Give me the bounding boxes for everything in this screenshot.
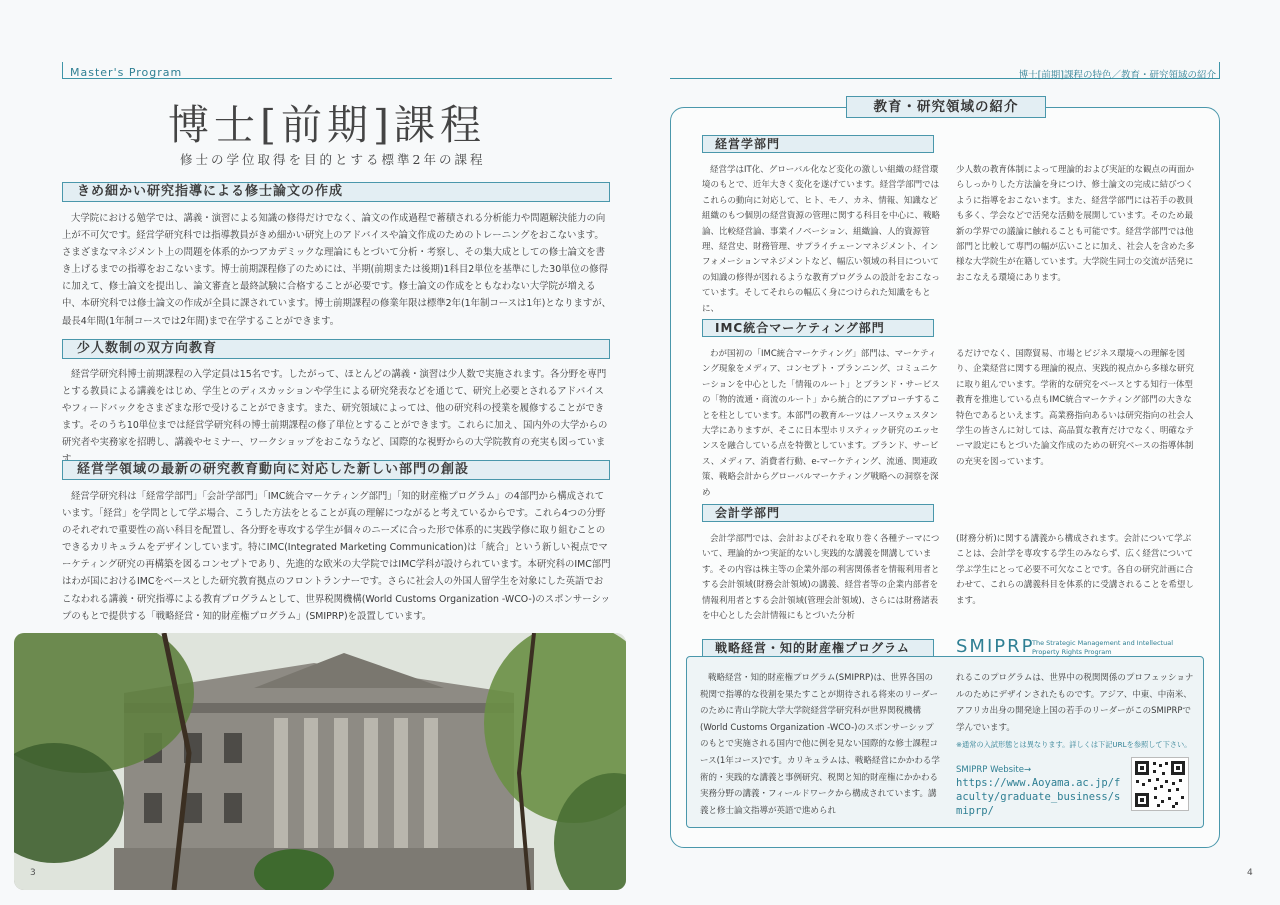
dept-management-col2: 少人数の教育体制によって理論的および実証的な観点の両面からしっかりした方法論を身につけ、修士論文の完成に結びつくように指導をおこないます。また、経営学部門には若手の教員も多く、学会などで活発な活動を展開しています。そのため最新の学界での議論に触れることも可能です。経営学部門では他部門と比較して専門の幅が広いことに加え、社会人を含めた多様な大学院生が在籍しています。大学院生同士の交流が活発におこなえる環境にあります。 xyxy=(956,165,1195,283)
header-tick-right xyxy=(1219,62,1220,79)
page-number-right: 4 xyxy=(1247,868,1253,878)
section-body-thesis: 大学院における勉学では、講義・演習による知識の修得だけでなく、論文の作成過程で蓄積される分析能力や問題解決能力の向上が不可欠です。経営学研究科では指導教員がきめ細かい研究上のアドバイスや論文作成のためのトレーニングをおこないます。さまざまなマネジメント上の問題を体系的かつアカデミックな理論にもとづいて分析・考察し、その集大成としての修士論文を書き上げるまでの指導をおこないます。博士前期課程修了のためには、半期(前期または後期)1科目2単位を基準にした30単位の修得に加えて、修士論文を提出し、論文審査と最終試験に合格することが必要です。修士論文の作成をともなわない大学院が増える中、本研究科では修士論文の作成が全員に課されています。博士前期課程の修業年限は標準2年(1年制コースは1年)となりますが、最長4年間(1年制コースでは2年間)まで在学することができます。 xyxy=(62,213,611,327)
dept-imc-col1: わが国初の「IMC統合マーケティング」部門は、マーケティング現象をメディア、コンセプト・プランニング、コミュニケーションを中心とした「情報のルート」とブランド・サービスの「物的流通・商流のルート」から統合的にアプローチすることを柱としています。本部門の教育ルーツはノースウェスタン大学にありますが、そこに日本型ホリスティック研究のエッセンスを融合している点を特徴としています。ブランド、サービス、メディア、消費者行動、e-マーケティング、流通、関連政策、戦略会計からグローバルマーケティング戦略への洞察を深め xyxy=(702,349,941,498)
dept-heading-management: 経営学部門 xyxy=(702,135,934,153)
section-heading-thesis: きめ細かい研究指導による修士論文の作成 xyxy=(62,182,610,202)
dept-management-col1: 経営学はIT化、グローバル化など変化の激しい組織の経営環境のもとで、近年大きく変化を遂げています。経営学部門ではこれらの動向に対応して、ヒト、モノ、カネ、情報、知識など組織のもつ個別の経営資源の管理に関する科目を中心に、戦略論、比較経営論、事業イノベーション、組織論、人的資源管理、経営史、財務管理、サプライチェーンマネジメント、インフォメーションマネジメントなど、幅広い領域の科目についての知識の修得が図れるような教育プログラムの設計をおこなっています。そしてそれらの幅広く身につけられた知識をもとに、 xyxy=(702,165,941,314)
dept-heading-smiprp: 戦略経営・知的財産権プログラム xyxy=(702,639,934,657)
section-heading-small-class: 少人数制の双方向教育 xyxy=(62,339,610,359)
page-subtitle: 修士の学位取得を目的とする標準2年の課程 xyxy=(180,152,486,167)
smiprp-note: ※通常の入試形態とは異なります。詳しくは下記URLを参照して下さい。 xyxy=(956,740,1192,749)
smiprp-website-label: SMIPRP Website→ xyxy=(956,765,1032,775)
dept-accounting-col2: (財務分析)に関する講義から構成されます。会計について学ぶことは、会計学を専攻する学生のみならず、広く経営について学ぶ学生にとって必要不可欠なことです。各自の研究計画に合わせて、これらの講義科目を体系的に受講されることを希望します。 xyxy=(956,534,1194,606)
page-number-left: 3 xyxy=(30,868,36,878)
campus-building-photo xyxy=(14,633,626,890)
section-heading-new-division: 経営学領域の最新の研究教育動向に対応した新しい部門の創設 xyxy=(62,460,610,480)
dept-heading-imc: IMC統合マーケティング部門 xyxy=(702,319,934,337)
page-title: 博士[前期]課程 xyxy=(168,101,486,149)
section-body-small-class: 経営学研究科博士前期課程の入学定員は15名です。したがって、ほとんどの講義・演習は少人数で実施されます。各分野を専門とする教員による講義をはじめ、学生とのディスカッションや学生による研究発表などを通じて、研究上必要とされるアドバイスやフィードバックをさまざまな形で受けることができます。また、研究領域によっては、他の研究科の授業を履修することができます。そのうち10単位までは経営学研究科の博士前期課程の修了単位とすることができます。これらに加え、国内外の大学からの研究者や実務家を招聘し、講義やセミナー、ワークショップをおこなうなど、国際的な視野からの大学院教育の充実も図っていま xyxy=(62,369,608,449)
dept-heading-accounting: 会計学部門 xyxy=(702,504,934,522)
header-left-label: Master's Program xyxy=(70,66,183,79)
dept-smiprp-col2: れるこのプログラムは、世界中の税関関係のプロフェッショナルのためにデザインされたものです。アジア、中東、中南米、アフリカ出身の開発途上国の若手のリーダーがこのSMIPRPで学んでいます。 xyxy=(956,673,1194,733)
header-tick-left xyxy=(62,62,63,79)
header-right-label: 博士[前期]課程の特色／教育・研究領域の紹介 xyxy=(1018,70,1216,81)
building-illustration xyxy=(14,633,626,890)
smiprp-tagline: The Strategic Management and Intellectual Property Rights Program xyxy=(1032,639,1174,656)
smiprp-logo: SMIPRP xyxy=(956,636,1035,657)
smiprp-url-link[interactable]: https://www.Aoyama.ac.jp/faculty/graduate_business/smiprp/ xyxy=(956,777,1121,817)
panel-title: 教育・研究領域の紹介 xyxy=(846,96,1046,118)
section-body-new-division: 経営学研究科は「経常学部門」「会計学部門」「IMC統合マーケティング部門」「知的財産権プログラム」の4部門から構成されています。「経営」を学問として学ぶ場合、こうした方法をとることが真の理解につながると考えているからです。これら4つの分野のそれぞれで重要性の高い科目を配置し、各分野を専攻する学生が個々のニーズに合った形で体系的に実践学修に取り組むことのできるカリキュラムをデザインしています。特にIMC(Integrated Marketing Communication)は「統合」という新しい視点でマーケティング研究の再構築を図るコンセプトであり、先進的な欧米の大学院ではIMC学科が設けられています。本研究科のIMC部門はわが国におけるIMCをベースとした研究教育拠点のフロントランナーです。さらに社会人の外国人留学生を対象にした英語でおこなわれる講義・研究指導による教育プログラムとして、世界税関機構(World Customs Organization -WCO-)のスポンサーシップのもとで提供する「戦略経営・知的財産権プログラム」(SMIPRP)を設置しています。 xyxy=(62,491,611,622)
qr-code-icon[interactable] xyxy=(1131,757,1189,811)
dept-imc-col2: るだけでなく、国際貿易、市場とビジネス環境への理解を図り、企業経営に関する理論的視点、実践的視点から多様な研究に取り組んでいます。学術的な研究をベースとする知行一体型教育を推進している点もIMC統合マーケティング部門の大きな特色であるといえます。高業務指向あるいは研究指向の社会人学生の皆さんに対しては、高品質な教育だけでなく、明確なテーマ設定にもとづいた論文作成のための研究ベースの指導体制の充実を図っています。 xyxy=(956,349,1195,467)
dept-accounting-col1: 会計学部門では、会計およびそれを取り巻く各種テーマについて、理論的かつ実証的ないし実践的な講義を開講しています。その内容は株主等の企業外部の利害関係者を情報利用者とする会計領域(財務会計領域)の講義、経営者等の企業内部者を情報利用者とする会計領域(管理会計領域)、さらには財務諸表を中心とした会計情報にもとづいた分析 xyxy=(702,534,940,622)
dept-smiprp-col1: 戦略経営・知的財産権プログラム(SMIPRP)は、世界各国の税関で指導的な役割を果たすことが期待される将来のリーダーのために青山学院大学大学院経営学研究科が世界関税機構(World Customs Organization -WCO-)のスポンサーシップのもとで実施される国内で他に例を見ない国際的な修士課程コース(1年コース)です。カリキュラムは、戦略経営にかかわる学術的・実践的な講義と事例研究、税関と知的財産権にかかわる実務分野の講義・フィールドワークから構成されています。講義と修士論文指導が英語で進められ xyxy=(700,673,940,816)
